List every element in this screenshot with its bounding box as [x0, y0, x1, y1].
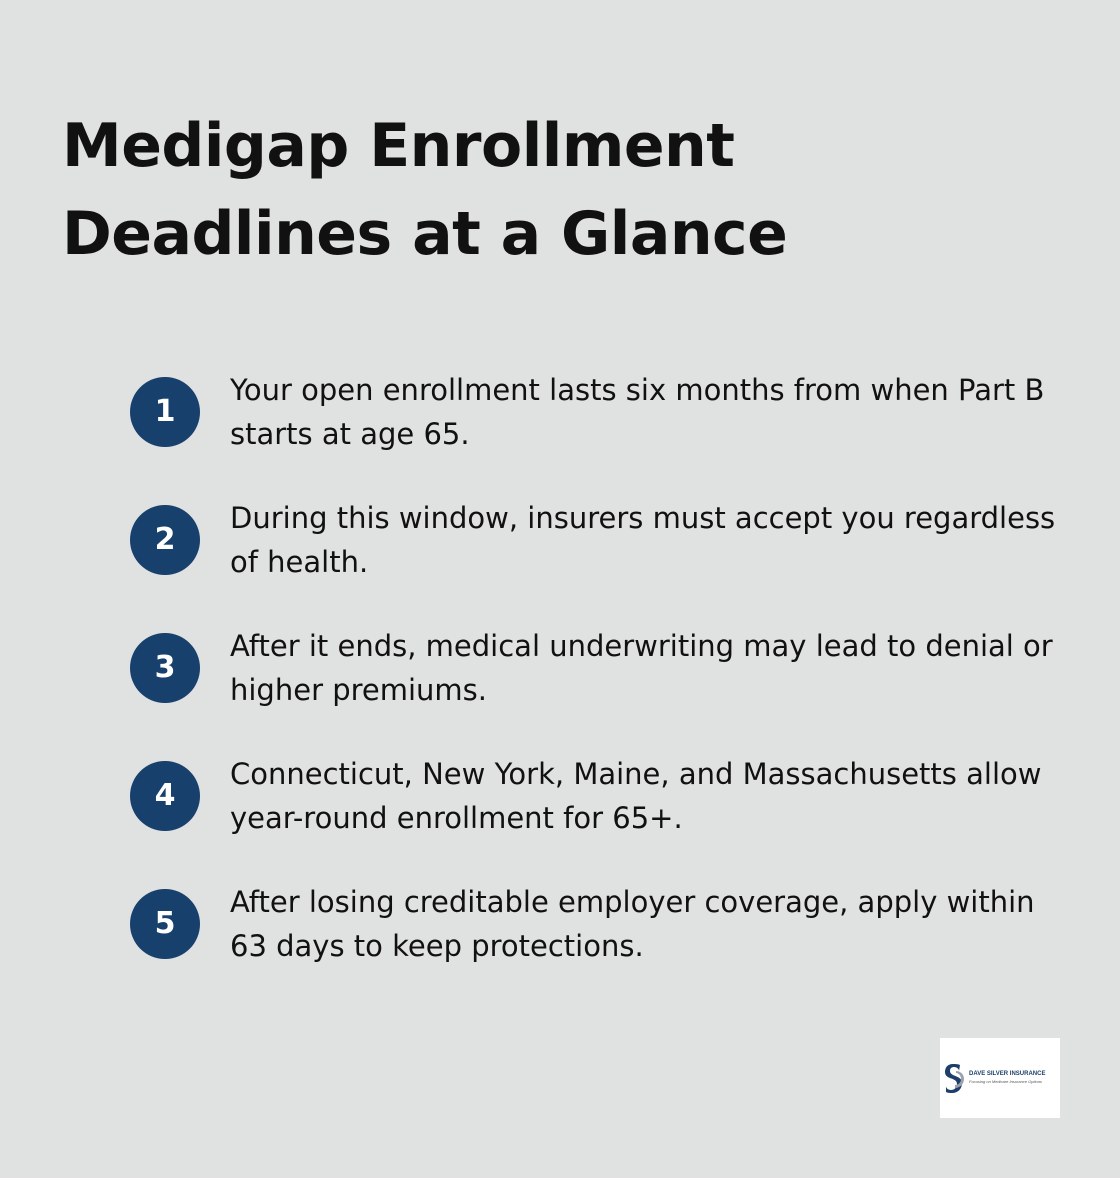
step-text: After losing creditable employer coverage, apply within 63 days to keep protections. — [230, 885, 1035, 963]
step-number-badge: 5 — [130, 889, 200, 959]
step-text: Your open enrollment lasts six months from when Part B starts at age 65. — [230, 373, 1045, 451]
list-item-step-2 — [130, 496, 1070, 624]
logo-tagline: Focusing on Medicare Insurance Options — [969, 1079, 1042, 1084]
dave-silver-s-logo-icon — [943, 1062, 967, 1094]
list-item-step-5 — [130, 880, 1070, 1008]
step-text: Connecticut, New York, Maine, and Massachusetts allow year-round enrollment for 65+. — [230, 757, 1042, 835]
step-number-badge: 1 — [130, 377, 200, 447]
list-item-step-1 — [130, 368, 1070, 496]
steps-list — [130, 368, 1070, 1008]
step-number-badge: 2 — [130, 505, 200, 575]
step-text: During this window, insurers must accept you regardless of health. — [230, 501, 1056, 579]
step-text: After it ends, medical underwriting may lead to denial or higher premiums. — [230, 629, 1053, 707]
logo-name: DAVE SILVER INSURANCE — [969, 1071, 1046, 1077]
step-number-badge: 3 — [130, 633, 200, 703]
company-logo — [940, 1038, 1060, 1118]
list-item-step-4 — [130, 752, 1070, 880]
page-title: Medigap Enrollment Deadlines at a Glance — [62, 111, 788, 269]
list-item-step-3 — [130, 624, 1070, 752]
step-number-badge: 4 — [130, 761, 200, 831]
